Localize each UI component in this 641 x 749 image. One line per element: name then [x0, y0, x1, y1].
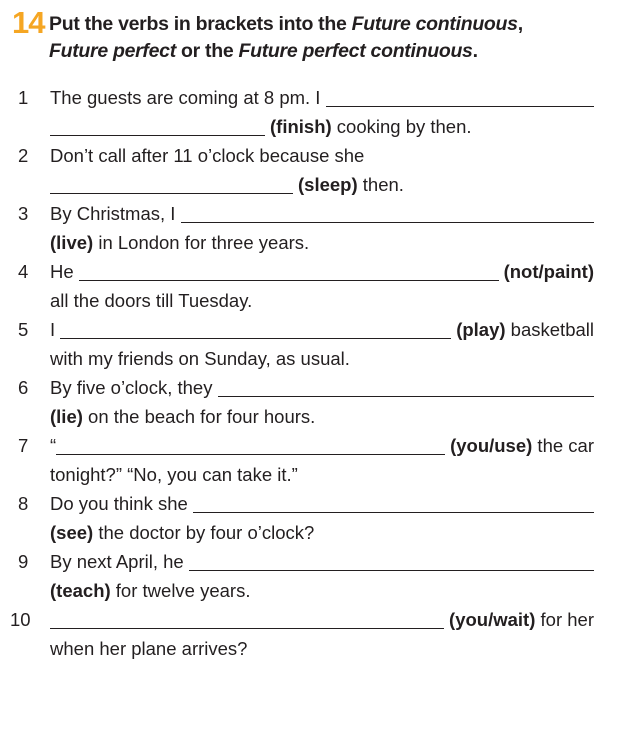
item-text: Don’t call after 11 o’clock because she	[50, 145, 365, 166]
item-text: Do you think she	[50, 493, 193, 514]
verb-prompt: (play)	[456, 319, 506, 340]
item-number: 4	[18, 261, 29, 282]
answer-blank[interactable]	[50, 607, 444, 629]
item-text: the car	[532, 435, 594, 456]
item-text: By Christmas, I	[50, 203, 181, 224]
answer-blank[interactable]	[326, 85, 594, 107]
item-text: all the doors till Tuesday.	[50, 290, 253, 311]
answer-blank[interactable]	[79, 259, 499, 281]
item-text: cooking by then.	[331, 116, 472, 137]
instruction-text-or: or the	[175, 40, 239, 62]
verb-prompt: (lie)	[50, 406, 83, 427]
answer-blank[interactable]	[189, 549, 594, 571]
item-text: for twelve years.	[110, 580, 251, 601]
item-text: the doctor by four o’clock?	[93, 522, 315, 543]
instruction-period: .	[472, 40, 478, 62]
verb-prompt: (finish)	[270, 116, 332, 137]
item-text: “	[50, 435, 57, 456]
item-text-continued: tonight?” “No, you can take it.”	[50, 464, 298, 485]
verb-prompt: (teach)	[50, 580, 111, 601]
verb-prompt: (live)	[50, 232, 94, 253]
answer-blank[interactable]	[60, 317, 451, 339]
item-text: then.	[357, 174, 404, 195]
item-number: 7	[18, 435, 29, 456]
item-number: 2	[18, 145, 29, 166]
answer-blank[interactable]	[193, 491, 594, 513]
verb-prompt: (you/wait)	[449, 609, 536, 630]
item-number: 3	[18, 203, 29, 224]
answer-blank[interactable]	[50, 172, 293, 194]
verb-prompt: (sleep)	[298, 174, 358, 195]
item-number: 10	[10, 609, 31, 630]
answer-blank[interactable]	[218, 375, 594, 397]
item-text: for her	[535, 609, 594, 630]
item-text: He	[50, 261, 79, 282]
item-text: By five o’clock, they	[50, 377, 218, 398]
verb-prompt: (see)	[50, 522, 94, 543]
exercise-instruction	[49, 11, 639, 65]
verb-prompt: (not/paint)	[503, 261, 594, 282]
answer-blank-continued[interactable]	[50, 114, 265, 136]
item-number: 8	[18, 493, 29, 514]
item-number: 9	[18, 551, 29, 572]
tense-future-continuous: Future continuous	[351, 13, 518, 35]
item-text: on the beach for four hours.	[82, 406, 316, 427]
item-number: 6	[18, 377, 29, 398]
answer-blank[interactable]	[56, 433, 445, 455]
item-text-continued: with my friends on Sunday, as usual.	[50, 348, 350, 369]
tense-future-perfect: Future perfect	[49, 40, 176, 62]
instruction-comma: ,	[517, 13, 523, 35]
item-text: in London for three years.	[93, 232, 310, 253]
item-number: 1	[18, 87, 29, 108]
item-text-continued: when her plane arrives?	[50, 638, 248, 659]
item-text: By next April, he	[50, 551, 189, 572]
item-text: basketball	[505, 319, 594, 340]
answer-blank[interactable]	[181, 201, 594, 223]
item-text: The guests are coming at 8 pm. I	[50, 87, 326, 108]
verb-prompt: (you/use)	[450, 435, 533, 456]
instruction-text: Put the verbs in brackets into the	[49, 13, 352, 35]
item-text: I	[50, 319, 61, 340]
tense-future-perfect-continuous: Future perfect continuous	[238, 40, 473, 62]
exercise-number: 14	[12, 5, 45, 40]
item-number: 5	[18, 319, 29, 340]
